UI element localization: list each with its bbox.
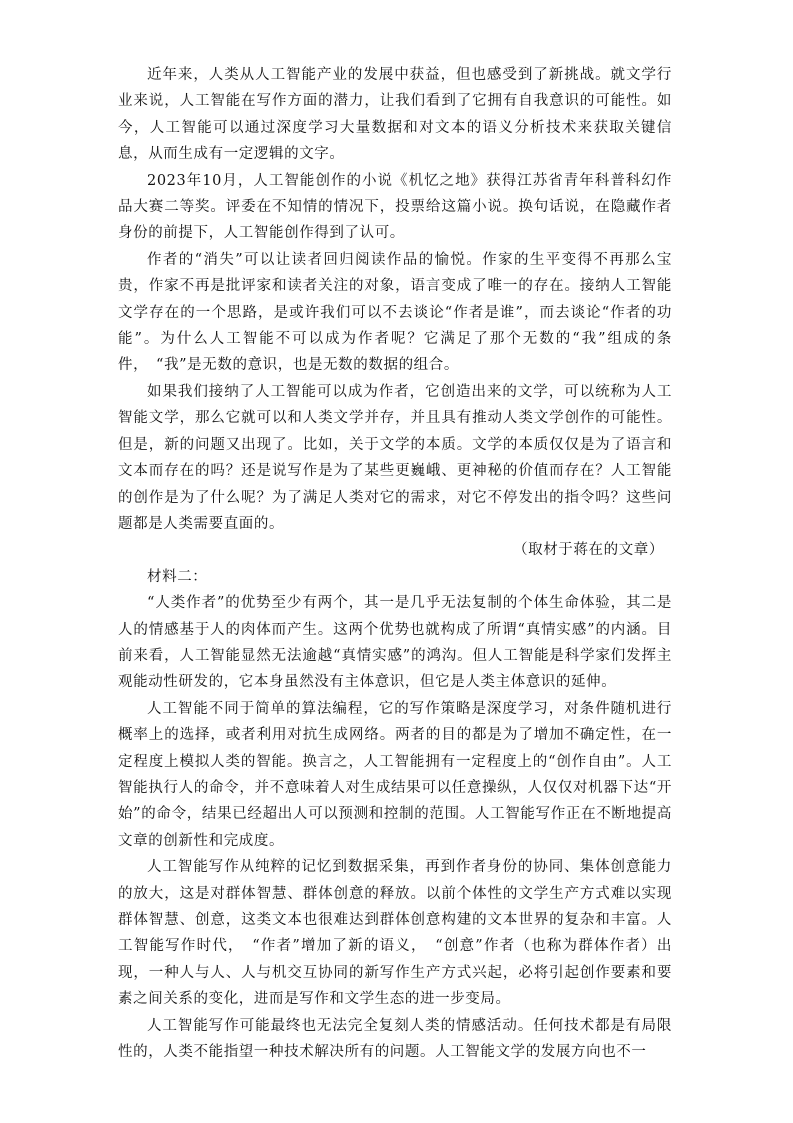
paragraph: 2023年10月，人工智能创作的小说《机忆之地》获得江苏省青年科普科幻作品大赛二等奖。评委在不知情的情况下，投票给这篇小说。换句话说，在隐藏作者身份的前提下，人工智能创作得到了认可。 bbox=[118, 172, 672, 242]
paragraph: 如果我们接纳了人工智能可以成为作者，它创造出来的文学，可以统称为人工智能文学，那么它就可以和人类文学并存，并且具有推动人类文学创作的可能性。但是，新的问题又出现了。比如，关于文学的本质。文学的本质仅仅是为了语言和文本而存在的吗？还是说写作是为了某些更巍峨、更神秘的价值而存在？人工智能的创作是为了什么呢？为了满足人类对它的需求，对它不停发出的指令吗？这些问题都是人类需要直面的。 bbox=[118, 383, 672, 532]
section-heading: 材料二： bbox=[147, 568, 208, 585]
paragraph: 人工智能写作可能最终也无法完全复刻人类的情感活动。任何技术都是有局限性的，人类不能指望一种技术解决所有的问题。人工智能文学的发展方向也不一 bbox=[118, 1017, 672, 1061]
document-body bbox=[118, 62, 672, 1065]
paragraph: 作者的“消失”可以让读者回归阅读作品的愉悦。作家的生平变得不再那么宝贵，作家不再是批评家和读者关注的对象，语言变成了唯一的存在。接纳人工智能文学存在的一个思路，是或许我们可以不去谈论“作者是谁”，而去谈论“作者的功能”。为什么人工智能不可以成为作者呢？它满足了那个无数的“我”组成的条件， “我”是无数的意识，也是无数的数据的组合。 bbox=[118, 251, 672, 374]
source-note: （取材于蒋在的文章） bbox=[513, 542, 664, 559]
paragraph: “人类作者”的优势至少有两个，其一是几乎无法复制的个体生命体验，其二是人的情感基于人的肉体而产生。这两个优势也就构成了所谓“真情实感”的内涵。目前来看，人工智能显然无法逾越“真情实感”的鸿沟。但人工智能是科学家们发挥主观能动性研发的，它本身虽然没有主体意识，但它是人类主体意识的延伸。 bbox=[118, 595, 672, 691]
paragraph: 近年来，人类从人工智能产业的发展中获益，但也感受到了新挑战。就文学行业来说，人工智能在写作方面的潜力，让我们看到了它拥有自我意识的可能性。如今，人工智能可以通过深度学习大量数据和对文本的语义分析技术来获取关键信息，从而生成有一定逻辑的文字。 bbox=[118, 67, 672, 163]
paragraph: 人工智能写作从纯粹的记忆到数据采集，再到作者身份的协同、集体创意能力的放大，这是对群体智慧、群体创意的释放。以前个体性的文学生产方式难以实现群体智慧、创意，这类文本也很难达到群体创意构建的文本世界的复杂和丰富。人工智能写作时代， “作者”增加了新的语义， “创意”作者（也称为群体作者）出现，一种人与人、人与机交互协同的新写作生产方式兴起，必将引起创作要素和要素之间关系的变化，进而是写作和文学生态的进一步变局。 bbox=[118, 859, 672, 1008]
paragraph: 人工智能不同于简单的算法编程，它的写作策略是深度学习，对条件随机进行概率上的选择，或者利用对抗生成网络。两者的目的都是为了增加不确定性，在一定程度上模拟人类的智能。换言之，人工智能拥有一定程度上的“创作自由”。人工智能执行人的命令，并不意味着人对生成结果可以任意操纵，人仅仅对机器下达“开始”的命令，结果已经超出人可以预测和控制的范围。人工智能写作正在不断地提高文章的创新性和完成度。 bbox=[118, 700, 672, 849]
